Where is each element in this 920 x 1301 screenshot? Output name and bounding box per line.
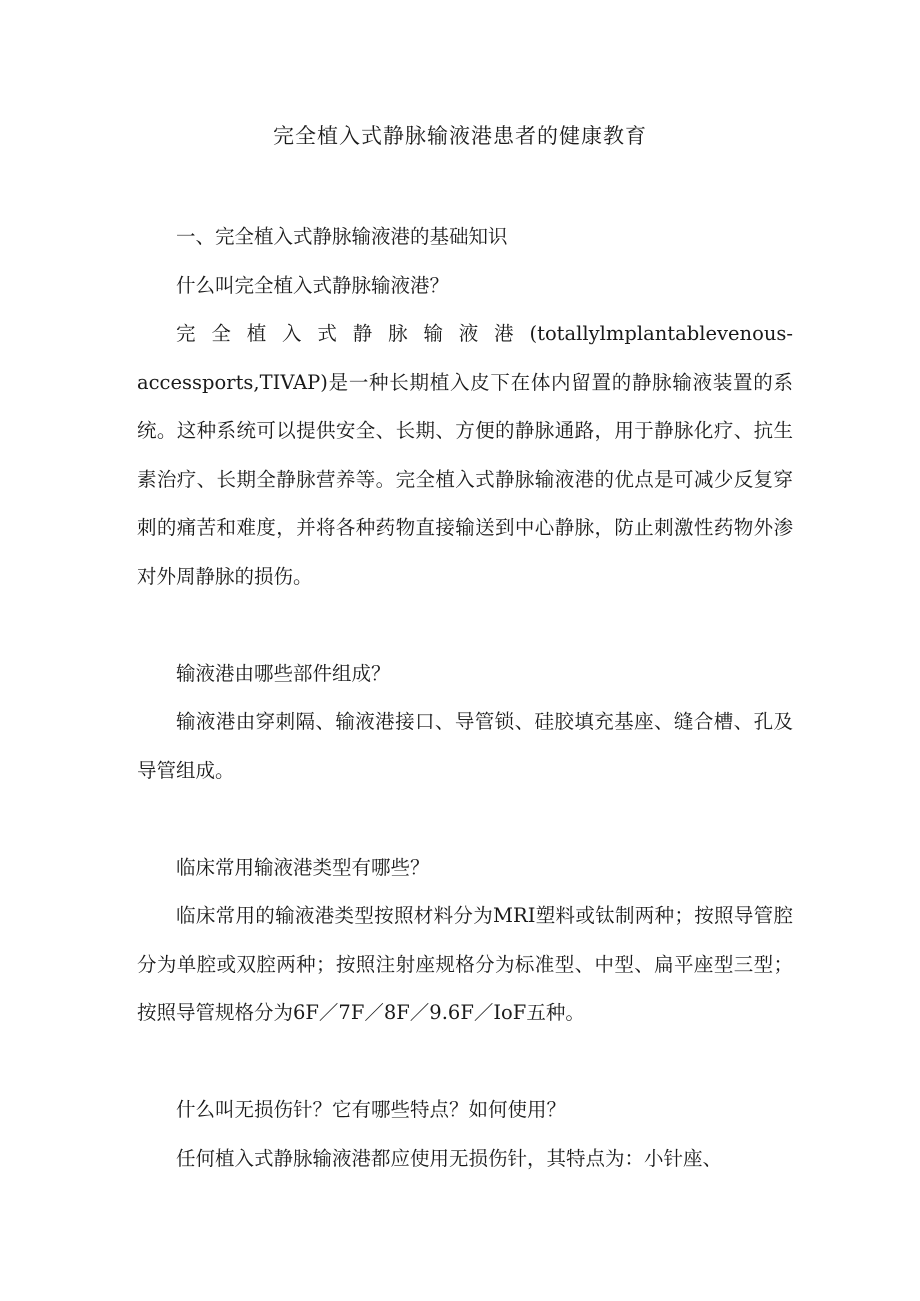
body-paragraph: 任何植入式静脉输液港都应使用无损伤针，其特点为：小针座、 <box>176 1146 723 1170</box>
question-heading: 临床常用输液港类型有哪些？ <box>176 855 430 879</box>
body-paragraph: 输液港由穿刺隔、输液港接口、导管锁、硅胶填充基座、缝合槽、孔及导管组成。 <box>137 710 793 782</box>
question-heading: 什么叫完全植入式静脉输液港？ <box>176 273 450 297</box>
question-heading: 什么叫无损伤针？它有哪些特点？如何使用？ <box>176 1098 567 1121</box>
question-heading: 输液港由哪些部件组成？ <box>176 661 391 685</box>
section-heading: 一、完全植入式静脉输液港的基础知识 <box>176 225 508 248</box>
document-title: 完全植入式静脉输液港患者的健康教育 <box>273 124 647 148</box>
body-paragraph: 临床常用的输液港类型按照材料分为MRI塑料或钛制两种；按照导管腔分为单腔或双腔两种；按照注射座规格分为标准型、中型、扁平座型三型；按照导管规格分为6F／7F／8F／9.6F／IoF五种。 <box>137 904 793 1024</box>
body-paragraph: 完全植入式静脉输液港(totallylmplantablevenous-accessports,TIVAP)是一种长期植入皮下在体内留置的静脉输液装置的系统。这种系统可以提供安全、长期、方便的静脉通路，用于静脉化疗、抗生素治疗、长期全静脉营养等。完全植入式静脉输液港的优点是可减少反复穿刺的痛苦和难度，并将各种药物直接输送到中心静脉，防止刺激性药物外渗对外周静脉的损伤。 <box>137 322 793 588</box>
document-body <box>137 213 793 1183</box>
